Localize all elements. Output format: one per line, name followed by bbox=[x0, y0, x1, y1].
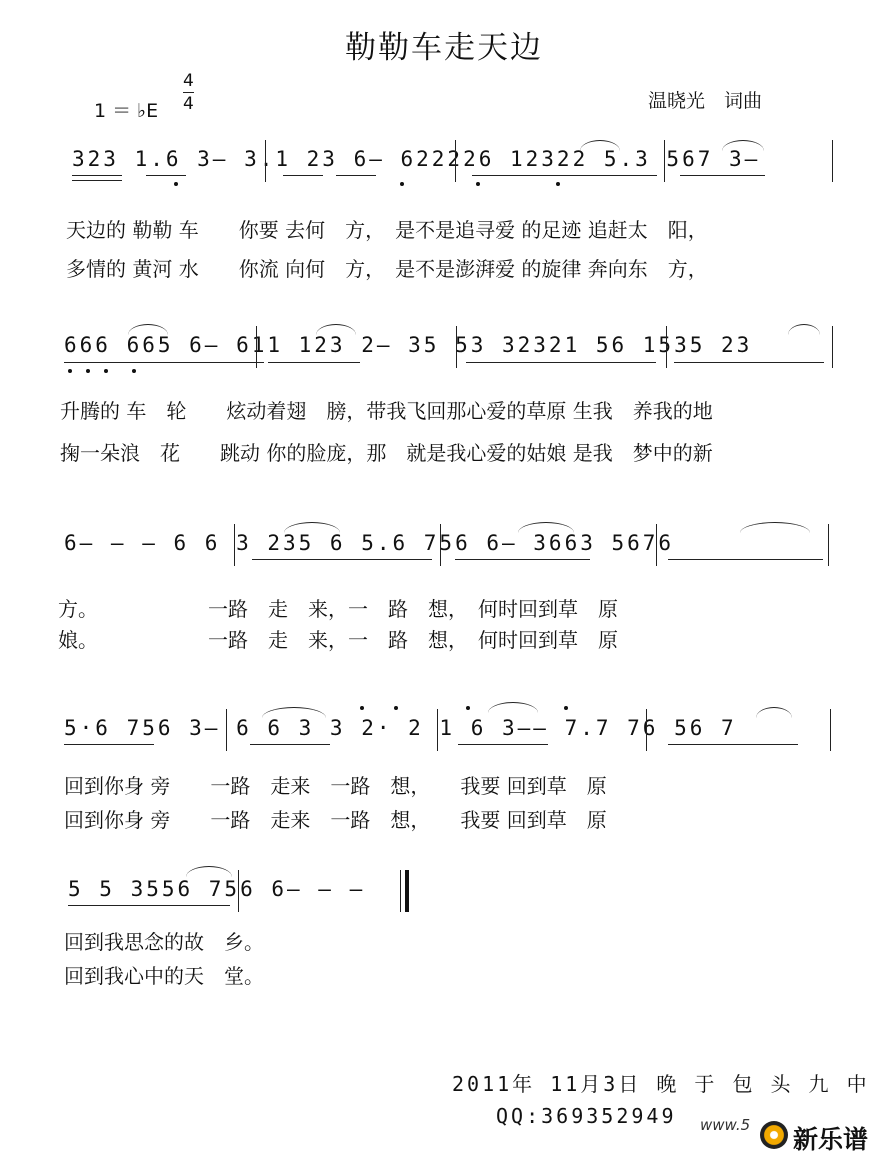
lyric-line-2-verse-1: 升腾的 车 轮 炫动着翅 膀，带我飞回那心爱的草原 生我 养我的地 bbox=[60, 399, 713, 423]
lyric-line-4-verse-1: 回到你身 旁 一路 走来 一路 想， 我要 回到草 原 bbox=[64, 774, 607, 798]
underline bbox=[455, 559, 590, 560]
slur bbox=[128, 324, 168, 335]
underline bbox=[674, 362, 824, 363]
underline bbox=[472, 175, 657, 176]
underline bbox=[72, 175, 122, 176]
underline bbox=[252, 559, 432, 560]
barline bbox=[830, 709, 831, 751]
barline bbox=[456, 326, 457, 368]
dot bbox=[556, 182, 560, 186]
underline bbox=[250, 744, 330, 745]
barline bbox=[646, 709, 647, 751]
dot bbox=[132, 369, 136, 373]
barline bbox=[832, 140, 833, 182]
dot bbox=[360, 706, 364, 710]
time-unit: 4 bbox=[183, 94, 194, 114]
barline bbox=[666, 326, 667, 368]
barline bbox=[265, 140, 266, 182]
underline bbox=[64, 744, 154, 745]
dot bbox=[476, 182, 480, 186]
dot bbox=[68, 369, 72, 373]
underline bbox=[68, 905, 230, 906]
notation-line-3: 6— — — 6 6 3 235 6 5.6 756 6— 3663 5676 bbox=[64, 531, 675, 555]
underline bbox=[336, 175, 376, 176]
barline bbox=[664, 140, 665, 182]
barline bbox=[656, 524, 657, 566]
barline bbox=[226, 709, 227, 751]
underline bbox=[668, 559, 823, 560]
song-title: 勒勒车走天边 bbox=[345, 30, 543, 66]
underline bbox=[680, 175, 765, 176]
lyric-line-5-verse-1: 回到我思念的故 乡。 bbox=[64, 930, 264, 954]
time-beats: 4 bbox=[183, 71, 194, 91]
lyric-line-3-verse-2: 娘。 一路 走 来，一 路 想， 何时回到草 原 bbox=[58, 628, 618, 652]
slur bbox=[284, 522, 340, 533]
dot bbox=[104, 369, 108, 373]
underline bbox=[64, 362, 264, 363]
date-signature: 2011年 11月3日 晚 于 包 头 九 中 bbox=[452, 1072, 870, 1096]
slur bbox=[756, 707, 792, 718]
underline bbox=[466, 362, 656, 363]
key-signature: 1 ＝ ♭E bbox=[94, 100, 159, 122]
slur bbox=[580, 140, 620, 151]
dot bbox=[394, 706, 398, 710]
music-disc-icon bbox=[760, 1121, 788, 1149]
qq-contact: QQ:369352949 bbox=[496, 1104, 677, 1128]
slur bbox=[518, 522, 574, 533]
notation-line-4: 5·6 756 3— 6 6 3 3 2· 2 1 6 3—— 7.7 76 56 7 bbox=[64, 716, 737, 740]
lyric-line-3-verse-1: 方。 一路 走 来，一 路 想， 何时回到草 原 bbox=[58, 597, 618, 621]
slur bbox=[186, 866, 232, 877]
slur bbox=[316, 324, 356, 335]
lyric-line-5-verse-2: 回到我心中的天 堂。 bbox=[64, 964, 264, 988]
barline bbox=[437, 709, 438, 751]
barline bbox=[440, 524, 441, 566]
slur bbox=[788, 324, 820, 335]
slur bbox=[488, 702, 538, 713]
barline bbox=[832, 326, 833, 368]
lyric-line-4-verse-2: 回到你身 旁 一路 走来 一路 想， 我要 回到草 原 bbox=[64, 808, 607, 832]
barline bbox=[455, 140, 456, 182]
notation-line-2: 666 665 6— 611 123 2— 35 53 32321 56 1535 23 bbox=[64, 333, 753, 357]
author-credit: 温晓光 词曲 bbox=[648, 90, 763, 112]
lyric-line-1-verse-1: 天边的 勒勒 车 你要 去何 方， 是不是追寻爱 的足迹 追赶太 阳， bbox=[66, 218, 708, 242]
dot bbox=[564, 706, 568, 710]
underline bbox=[72, 180, 122, 181]
lyric-line-2-verse-2: 掬一朵浪 花 跳动 你的脸庞，那 就是我心爱的姑娘 是我 梦中的新 bbox=[60, 441, 713, 465]
barline bbox=[234, 524, 235, 566]
underline bbox=[146, 175, 186, 176]
notation-line-1: 323 1.6 3— 3.1 23 6— 622226 12322 5.3 567 3— bbox=[72, 147, 761, 171]
underline bbox=[458, 744, 548, 745]
time-signature bbox=[183, 70, 194, 115]
dot bbox=[400, 182, 404, 186]
dot bbox=[466, 706, 470, 710]
site-logo: 新乐谱 bbox=[793, 1125, 869, 1154]
final-barline bbox=[400, 870, 409, 912]
underline bbox=[668, 744, 798, 745]
underline bbox=[283, 175, 323, 176]
slur bbox=[262, 707, 326, 718]
slur bbox=[722, 140, 764, 151]
barline bbox=[238, 870, 239, 912]
barline bbox=[828, 524, 829, 566]
dot bbox=[174, 182, 178, 186]
slur bbox=[740, 522, 810, 533]
notation-line-5: 5 5 3556 756 6— — — bbox=[68, 877, 366, 901]
lyric-line-1-verse-2: 多情的 黄河 水 你流 向何 方， 是不是澎湃爱 的旋律 奔向东 方， bbox=[66, 257, 708, 281]
underline bbox=[268, 362, 360, 363]
dot bbox=[86, 369, 90, 373]
site-url: www.5 bbox=[700, 1116, 751, 1134]
